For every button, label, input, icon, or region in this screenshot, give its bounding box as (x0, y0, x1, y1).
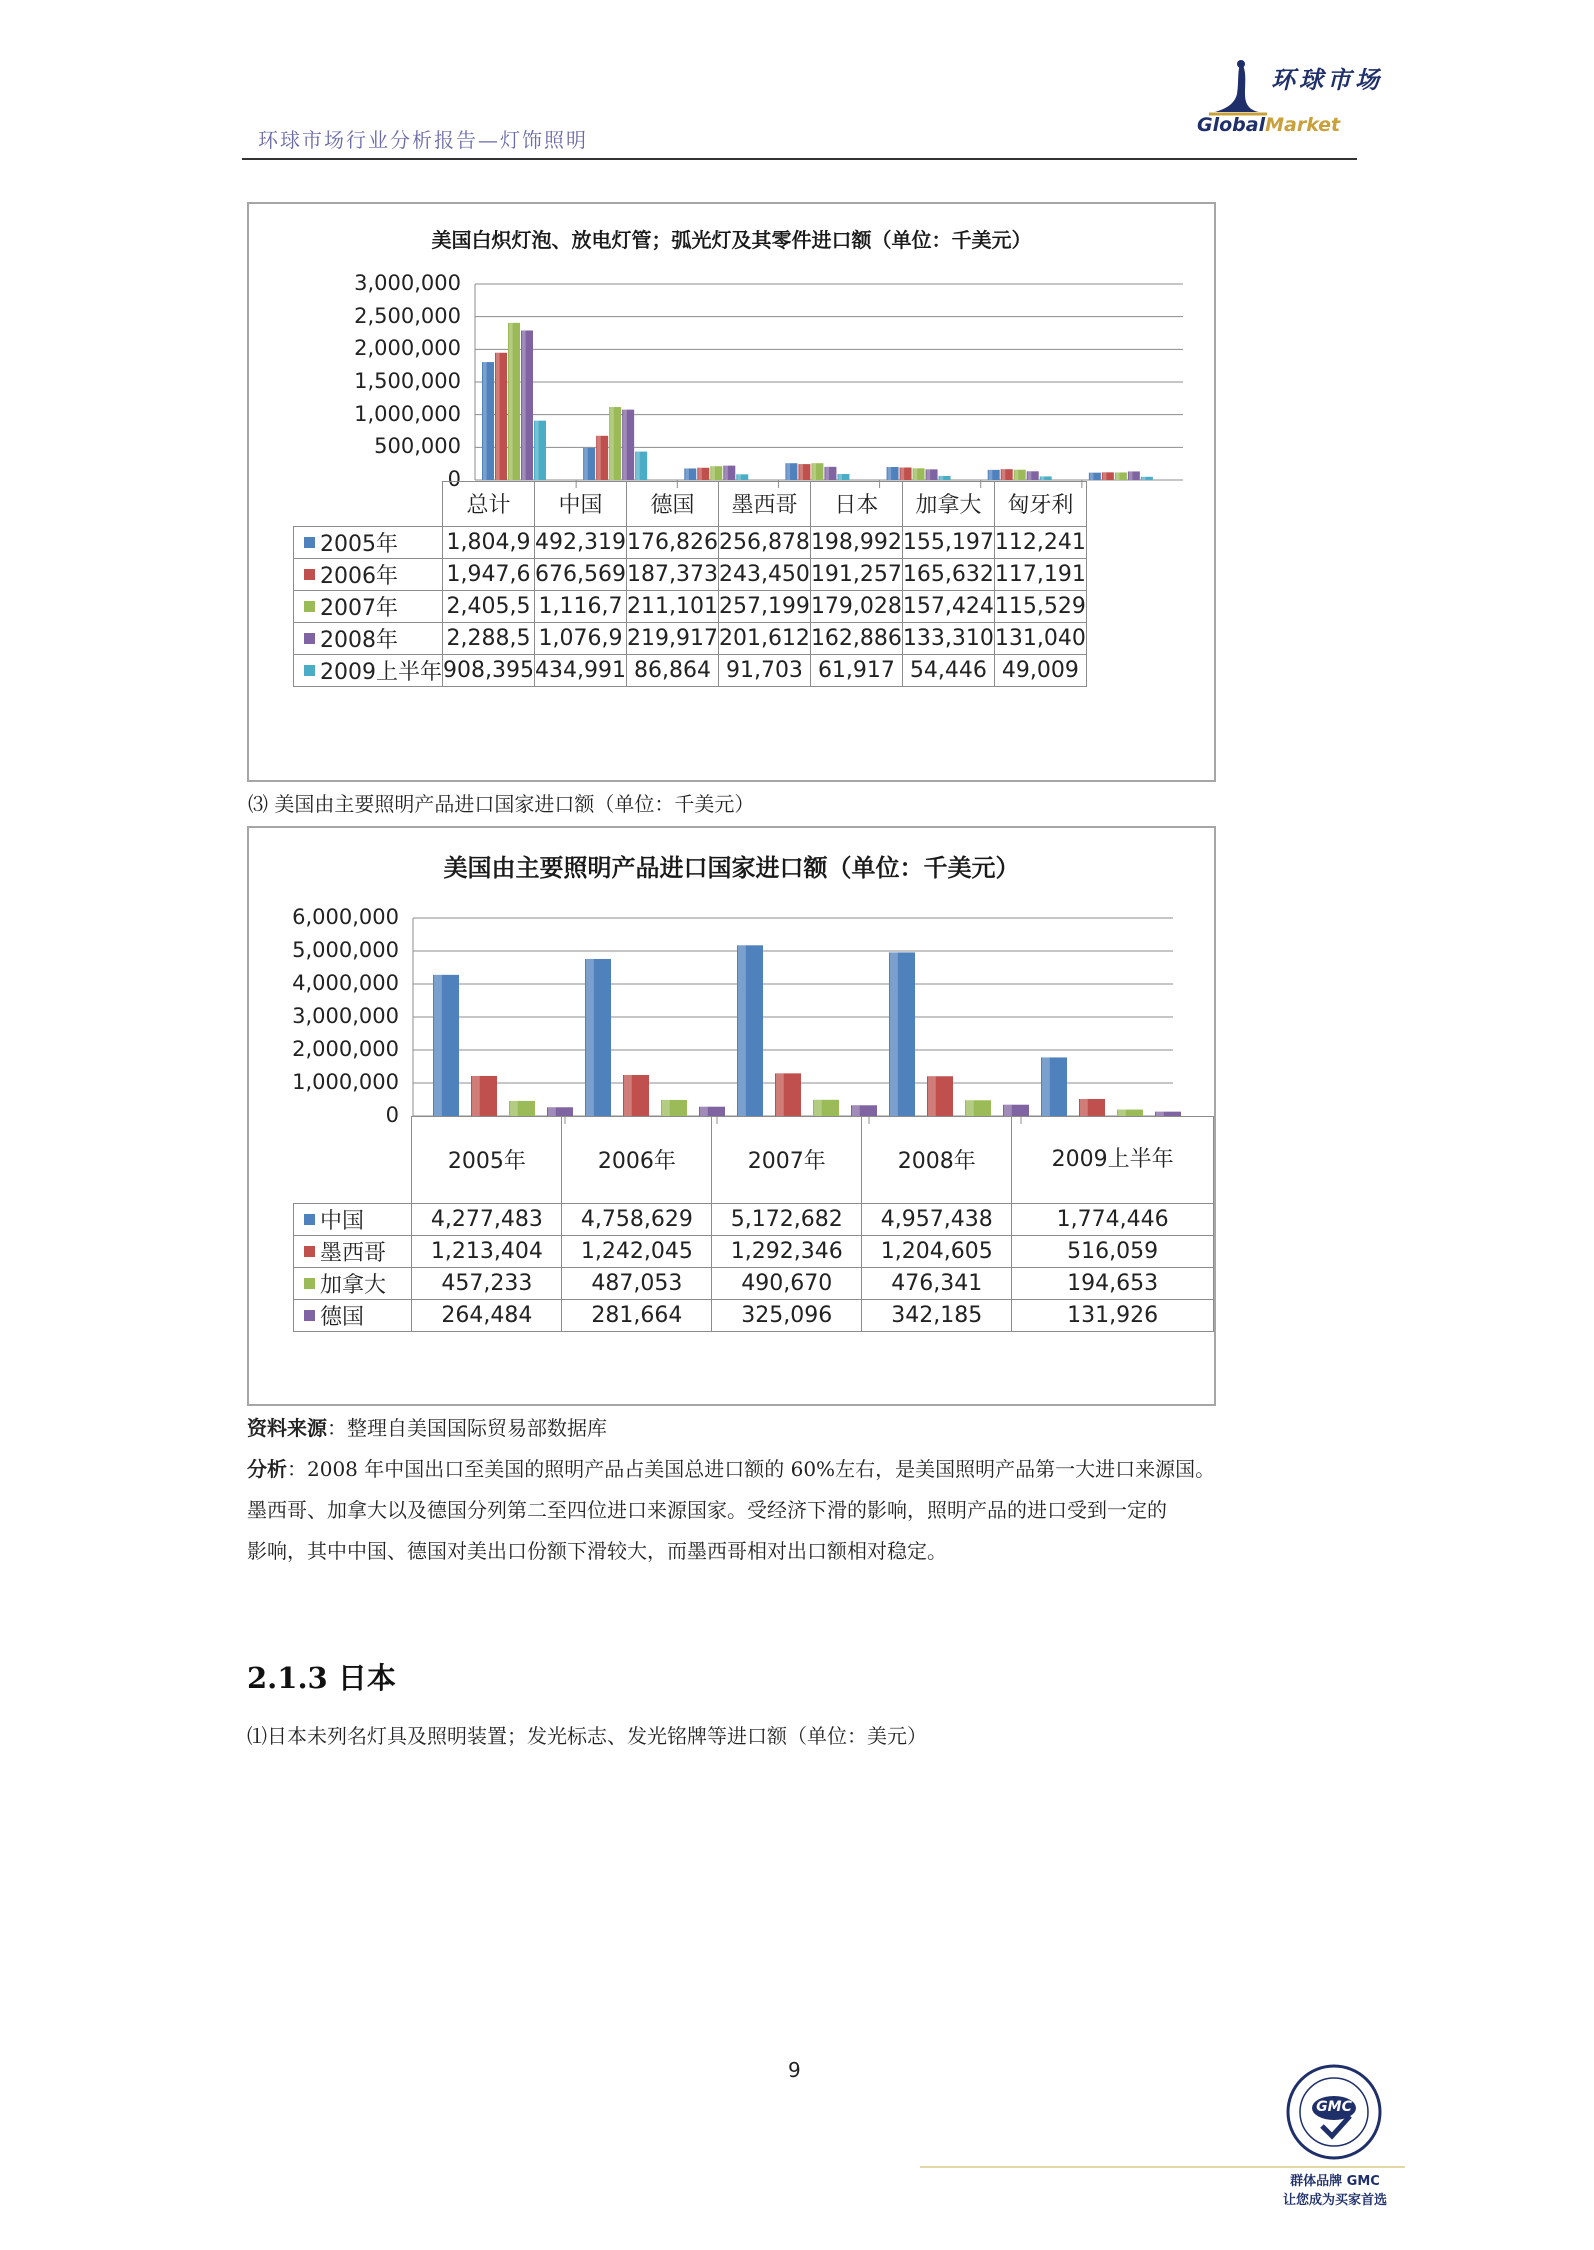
value-cell: 155,197 (902, 526, 994, 558)
caption-chart2: ⑶ 美国由主要照明产品进口国家进口额（单位：千美元） (248, 792, 755, 816)
series-row (294, 1299, 1214, 1331)
legend-swatch (304, 601, 315, 612)
bar-highlight (700, 1107, 708, 1116)
bar-highlight (724, 466, 728, 480)
value-cell: 49,009 (994, 654, 1086, 686)
header-divider (242, 158, 1357, 160)
source-text: 整理自美国国际贸易部数据库 (347, 1416, 607, 1440)
bar-highlight (535, 421, 539, 480)
value-cell: 162,886 (810, 622, 902, 654)
chart2-header-row (294, 1117, 1214, 1204)
legend-swatch (304, 569, 315, 580)
legend-label: 2007年 (320, 595, 398, 621)
chart1-data-table (293, 481, 1087, 687)
legend-cell (294, 1235, 412, 1267)
globalmarket-logo (1195, 58, 1410, 140)
series-row (294, 1235, 1214, 1267)
section-heading: 2.1.3 日本 (247, 1661, 396, 1695)
category-cell: 中国 (534, 482, 626, 527)
legend-swatch (304, 633, 315, 644)
bar-highlight (776, 1073, 784, 1116)
value-cell: 86,864 (626, 654, 718, 686)
value-cell: 342,185 (862, 1299, 1012, 1331)
chart1-title: 美国白炽灯泡、放电灯管；弧光灯及其零件进口额（单位：千美元） (431, 228, 1032, 252)
bar-highlight (623, 410, 627, 480)
bar-highlight (548, 1107, 556, 1116)
value-cell: 476,341 (862, 1267, 1012, 1299)
category-cell: 2005年 (412, 1117, 562, 1204)
legend-cell (294, 526, 443, 558)
gmc-brand-line: 群体品牌 GMC (1290, 2174, 1380, 2189)
bar-highlight (636, 452, 640, 480)
chart-country-imports (247, 826, 1216, 1406)
category-cell: 总计 (443, 482, 535, 527)
value-cell: 179,028 (810, 590, 902, 622)
legend-label: 墨西哥 (320, 1240, 387, 1266)
bar-highlight (1004, 1105, 1012, 1116)
value-cell: 54,446 (902, 654, 994, 686)
category-cell: 日本 (810, 482, 902, 527)
bar-highlight (1142, 477, 1146, 480)
value-cell: 676,569 (534, 558, 626, 590)
value-cell: 201,612 (718, 622, 810, 654)
bar-highlight (966, 1100, 974, 1116)
bar-highlight (738, 945, 746, 1116)
bar-highlight (698, 468, 702, 480)
y-tick-label: 6,000,000 (292, 905, 399, 929)
value-cell: 1,804,9 (443, 526, 535, 558)
bar-highlight (610, 407, 614, 480)
value-cell: 112,241 (994, 526, 1086, 558)
category-cell: 匈牙利 (994, 482, 1086, 527)
value-cell: 325,096 (712, 1299, 862, 1331)
series-row (294, 1203, 1214, 1235)
analysis-line: 影响，其中中国、德国对美出口份额下滑较大，而墨西哥相对出口额相对稳定。 (247, 1539, 947, 1563)
category-cell: 2006年 (562, 1117, 712, 1204)
bar-highlight (1015, 470, 1019, 480)
value-cell: 1,774,446 (1012, 1203, 1214, 1235)
gmc-seal-text: GMC (1316, 2099, 1352, 2115)
legend-label: 德国 (320, 1304, 365, 1330)
chart2-data-table (293, 1116, 1214, 1332)
value-cell: 457,233 (412, 1267, 562, 1299)
bar-highlight (624, 1075, 632, 1116)
analysis-line: 墨西哥、加拿大以及德国分列第二至四位进口来源国家。受经济下滑的影响，照明产品的进口受到一定的 (247, 1498, 1167, 1522)
legend-swatch (304, 665, 315, 676)
y-tick-label: 1,000,000 (292, 1070, 399, 1094)
value-cell: 115,529 (994, 590, 1086, 622)
bar-highlight (786, 463, 790, 480)
value-cell: 516,059 (1012, 1235, 1214, 1267)
bar-highlight (1002, 469, 1006, 480)
bar-highlight (989, 470, 993, 480)
source-line: 资料来源：整理自美国国际贸易部数据库 (247, 1416, 607, 1440)
category-cell: 2008年 (862, 1117, 1012, 1204)
value-cell: 490,670 (712, 1267, 862, 1299)
gmc-seal (1284, 2062, 1384, 2162)
value-cell: 908,395 (443, 654, 535, 686)
y-tick-label: 4,000,000 (292, 971, 399, 995)
bar-highlight (685, 468, 689, 480)
analysis-paragraph (247, 1449, 1367, 1572)
bar-highlight (825, 467, 829, 480)
y-tick-label: 0 (385, 1103, 399, 1127)
bar-highlight (522, 330, 526, 480)
y-tick-label: 5,000,000 (292, 938, 399, 962)
series-row (294, 654, 1087, 686)
value-cell: 1,204,605 (862, 1235, 1012, 1267)
bar-highlight (1028, 471, 1032, 480)
value-cell: 256,878 (718, 526, 810, 558)
bar-highlight (586, 959, 594, 1116)
bar-highlight (888, 467, 892, 480)
legend-swatch (304, 1214, 315, 1225)
bar-highlight (496, 353, 500, 480)
value-cell: 191,257 (810, 558, 902, 590)
bar-highlight (483, 362, 487, 480)
legend-swatch (304, 1278, 315, 1289)
y-tick-label: 1,000,000 (354, 401, 461, 426)
y-tick-label: 500,000 (374, 434, 461, 459)
value-cell: 133,310 (902, 622, 994, 654)
category-cell: 墨西哥 (718, 482, 810, 527)
bar-highlight (838, 474, 842, 480)
gmc-tagline: 让您成为买家首选 (1282, 2193, 1387, 2208)
bar-highlight (927, 469, 931, 480)
bar-highlight (1103, 472, 1107, 480)
bar-highlight (852, 1105, 860, 1116)
value-cell: 257,199 (718, 590, 810, 622)
value-cell: 131,926 (1012, 1299, 1214, 1331)
value-cell: 219,917 (626, 622, 718, 654)
figure-logo-icon (1203, 58, 1273, 118)
y-tick-label: 0 (447, 467, 461, 491)
category-cell: 2007年 (712, 1117, 862, 1204)
logo-text-cn: 环球市场 (1271, 65, 1383, 94)
y-tick-label: 2,000,000 (354, 336, 461, 361)
bar-highlight (1080, 1099, 1088, 1116)
bar-highlight (510, 1101, 518, 1116)
legend-label: 2008年 (320, 627, 398, 653)
bar-highlight (1041, 476, 1045, 480)
series-row (294, 622, 1087, 654)
value-cell: 4,957,438 (862, 1203, 1012, 1235)
legend-swatch (304, 537, 315, 548)
bar-highlight (662, 1100, 670, 1116)
analysis-line: 分析：2008 年中国出口至美国的照明产品占美国总进口额的 60%左右，是美国照明产品第一大进口来源国。 (247, 1457, 1216, 1481)
value-cell: 2,405,5 (443, 590, 535, 622)
value-cell: 176,826 (626, 526, 718, 558)
value-cell: 1,213,404 (412, 1235, 562, 1267)
value-cell: 1,076,9 (534, 622, 626, 654)
chart2-title: 美国由主要照明产品进口国家进口额（单位：千美元） (443, 853, 1020, 882)
legend-cell (294, 558, 443, 590)
legend-label: 中国 (320, 1208, 365, 1234)
legend-swatch (304, 1310, 315, 1321)
bar-highlight (812, 463, 816, 480)
legend-label: 2005年 (320, 531, 398, 557)
corner-cell (294, 1117, 412, 1204)
analysis-label: 分析 (247, 1457, 287, 1481)
value-cell: 61,917 (810, 654, 902, 686)
value-cell: 91,703 (718, 654, 810, 686)
y-tick-label: 2,000,000 (292, 1037, 399, 1061)
legend-cell (294, 654, 443, 686)
value-cell: 194,653 (1012, 1267, 1214, 1299)
value-cell: 131,040 (994, 622, 1086, 654)
value-cell: 434,991 (534, 654, 626, 686)
y-tick-label: 2,500,000 (354, 303, 461, 328)
bar-highlight (472, 1076, 480, 1116)
footer-divider (920, 2166, 1405, 2168)
value-cell: 117,191 (994, 558, 1086, 590)
value-cell: 1,116,7 (534, 590, 626, 622)
value-cell: 211,101 (626, 590, 718, 622)
logo-text-en: GlobalMarket (1197, 114, 1341, 136)
bar-highlight (711, 466, 715, 480)
value-cell: 2,288,5 (443, 622, 535, 654)
value-cell: 4,277,483 (412, 1203, 562, 1235)
source-label: 资料来源 (247, 1416, 327, 1440)
category-cell: 德国 (626, 482, 718, 527)
legend-label: 加拿大 (320, 1272, 387, 1298)
value-cell: 264,484 (412, 1299, 562, 1331)
series-row (294, 590, 1087, 622)
bar-highlight (1090, 473, 1094, 480)
bar-highlight (914, 468, 918, 480)
legend-label: 2006年 (320, 563, 398, 589)
bar-highlight (597, 436, 601, 480)
corner-cell (294, 482, 443, 527)
page-number: 9 (788, 2058, 801, 2082)
value-cell: 243,450 (718, 558, 810, 590)
chart-lamp-imports (247, 202, 1216, 782)
series-row (294, 526, 1087, 558)
bar-highlight (1042, 1057, 1050, 1116)
bar-highlight (814, 1100, 822, 1116)
legend-swatch (304, 1246, 315, 1257)
value-cell: 1,292,346 (712, 1235, 862, 1267)
category-cell: 加拿大 (902, 482, 994, 527)
series-row (294, 1267, 1214, 1299)
chart1-header-row (294, 482, 1087, 527)
bar-highlight (737, 474, 741, 480)
bar-highlight (901, 468, 905, 480)
series-row (294, 558, 1087, 590)
header-title: 环球市场行业分析报告—灯饰照明 (258, 128, 588, 152)
value-cell: 157,424 (902, 590, 994, 622)
value-cell: 187,373 (626, 558, 718, 590)
bar-highlight (940, 476, 944, 480)
gmc-slogan (1250, 2172, 1420, 2210)
category-cell: 2009上半年 (1012, 1117, 1214, 1204)
bar-highlight (928, 1076, 936, 1116)
bar-highlight (1116, 472, 1120, 480)
legend-cell (294, 1203, 412, 1235)
legend-cell (294, 622, 443, 654)
value-cell: 492,319 (534, 526, 626, 558)
section-subcaption: ⑴日本未列名灯具及照明装置；发光标志、发光铭牌等进口额（单位：美元） (247, 1724, 927, 1748)
value-cell: 198,992 (810, 526, 902, 558)
y-tick-label: 3,000,000 (292, 1004, 399, 1028)
value-cell: 487,053 (562, 1267, 712, 1299)
bar-highlight (1129, 471, 1133, 480)
legend-label: 2009上半年 (320, 659, 442, 685)
bar-highlight (584, 448, 588, 480)
bar-highlight (434, 975, 442, 1116)
value-cell: 165,632 (902, 558, 994, 590)
value-cell: 4,758,629 (562, 1203, 712, 1235)
value-cell: 281,664 (562, 1299, 712, 1331)
bar-highlight (509, 323, 513, 480)
value-cell: 1,242,045 (562, 1235, 712, 1267)
y-tick-label: 1,500,000 (354, 369, 461, 393)
value-cell: 5,172,682 (712, 1203, 862, 1235)
legend-cell (294, 590, 443, 622)
bar-highlight (890, 952, 898, 1116)
y-tick-label: 3,000,000 (354, 271, 461, 295)
legend-cell (294, 1299, 412, 1331)
legend-cell (294, 1267, 412, 1299)
bar-highlight (799, 464, 803, 480)
value-cell: 1,947,6 (443, 558, 535, 590)
